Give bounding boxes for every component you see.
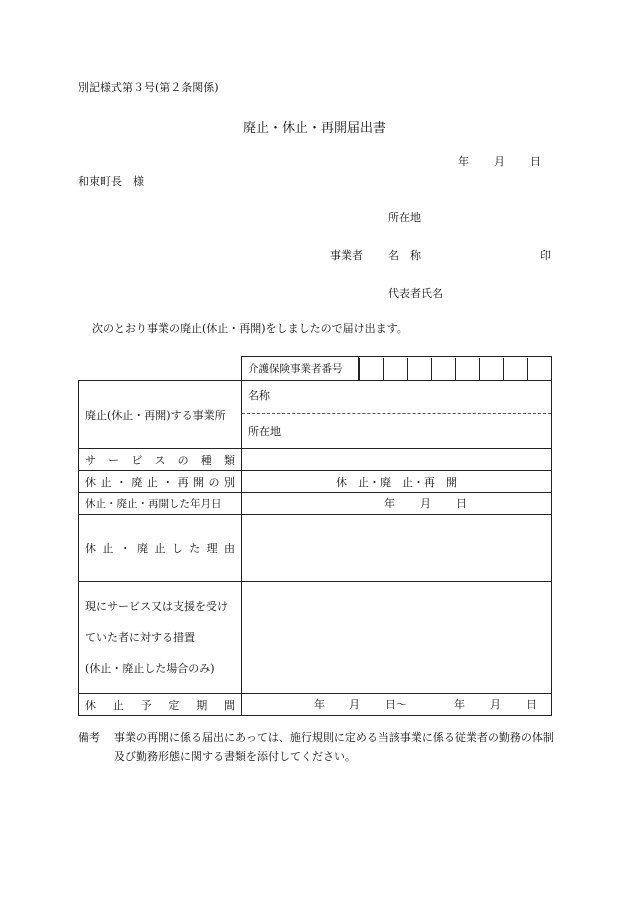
digit-box[interactable] [479,358,503,380]
digit-box[interactable] [383,358,407,380]
office-name-field[interactable] [242,381,551,414]
category-row [79,471,552,493]
page-title: 廃止・休止・再開届出書 [243,121,387,136]
service-type-field[interactable] [242,449,552,471]
reason-label-cell [79,515,242,582]
office-row [79,381,552,449]
reason-row [79,515,552,582]
representative-label: 代表者氏名 [388,287,443,300]
measures-row [79,582,552,694]
digit-box[interactable] [503,358,527,380]
period-end-month: 月 [490,697,501,711]
office-fields [242,381,552,449]
period-label-cell [79,694,242,716]
provider-number-field[interactable] [359,357,552,381]
remarks-text: 事業の再開に係る届出にあっては、施行規則に定める当該事業に係る従業者の勤務の体制及び勤務形態に関する書類を添付してください。 [114,731,554,763]
office-name-label: 名称 [248,389,270,402]
remarks-label: 備考 [78,731,100,744]
category-field[interactable]: 休 止・廃 止・再 開 [242,471,552,493]
period-start-year: 年 [314,697,325,711]
digit-box[interactable] [407,358,431,380]
reason-label: 休 止 ・ 廃 止 し た 理 由 [85,542,235,555]
digit-box[interactable] [359,358,383,380]
digit-box[interactable] [455,358,479,380]
service-type-label: サ ー ビ ス の 種 類 [85,453,235,467]
date-field-month: 月 [420,496,431,510]
applicant-name-label: 名 称 [388,249,421,262]
measures-line-1: 現にサービス又は支援を受け [85,600,228,613]
digit-box[interactable] [431,358,455,380]
category-label: 休 止 ・ 廃 止 ・ 再 開 の 別 [85,475,235,489]
measures-field[interactable] [242,582,552,694]
provider-number-label: 介護保険事業者番号 [242,357,359,381]
remarks [78,728,554,766]
applicant-address-label: 所在地 [388,211,421,224]
office-address-label: 所在地 [248,425,281,438]
date-year: 年 [458,155,469,168]
period-end-year: 年 [454,697,465,711]
form-reference: 別記様式第３号(第２条関係) [78,81,219,94]
seal-mark: 印 [540,249,551,262]
notification-form-table [78,356,552,716]
category-label-cell [79,471,242,493]
period-row [79,694,552,716]
intro-text: 次のとおり事業の廃止(休止・再開)をしましたので届け出ます。 [92,322,408,335]
reason-field[interactable] [242,515,552,582]
measures-line-2: ていた者に対する措置 [85,631,195,644]
date-field[interactable] [242,493,552,515]
date-field-year: 年 [384,496,395,510]
date-row [79,493,552,515]
office-label: 廃止(休止・再開)する事業所 [79,381,242,449]
period-label: 休 止 予 定 期 間 [85,698,235,712]
digit-box[interactable] [527,358,551,380]
provider-number-row [79,357,552,381]
date-field-day: 日 [456,496,467,510]
date-month: 月 [494,155,505,168]
measures-line-3: (休止・廃止した場合のみ) [85,662,215,675]
period-start-day: 日～ [385,697,407,711]
addressee: 和束町長 様 [78,175,144,188]
date-day: 日 [530,155,541,168]
service-type-label-cell [79,449,242,471]
date-label: 休止・廃止・再開した年月日 [79,493,242,515]
measures-label [79,582,242,694]
applicant-business-label: 事業者 [330,249,363,262]
service-type-row [79,449,552,471]
period-end-day: 日 [526,697,537,711]
office-address-field[interactable] [242,414,551,439]
period-field[interactable] [242,694,552,716]
period-start-month: 月 [349,697,360,711]
